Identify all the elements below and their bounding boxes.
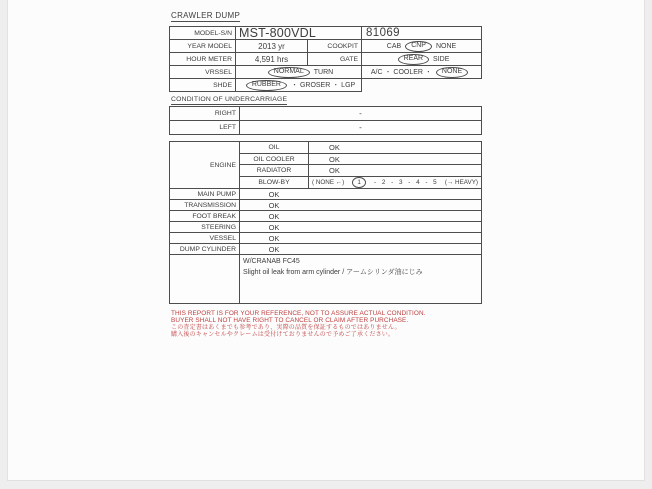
- vessel-options: [235, 66, 361, 78]
- steering-label: STEERING: [201, 223, 236, 231]
- disclaimer-line-jp-1: この査定書はあくまでも参考であり、実際の品質を保証するものではありません。: [171, 324, 401, 331]
- year-model-value: 2013 yr: [235, 40, 307, 52]
- shoe-label: SHDE: [213, 81, 232, 89]
- report-title: CRAWLER DUMP: [171, 11, 241, 20]
- left-label: LEFT: [219, 124, 236, 131]
- right-label: RIGHT: [214, 110, 236, 117]
- selected-oval-mark: [398, 54, 429, 65]
- blowby-steps: - 2 - 3 - 4 - 5: [374, 179, 437, 187]
- shoe-option-selected: RUBBER: [251, 81, 281, 88]
- table-row: [169, 199, 482, 211]
- spec-table: [169, 26, 482, 92]
- ok-value: OK: [268, 189, 280, 199]
- gate-option-selected: REAR: [403, 55, 424, 62]
- cockpit-label: COOKPIT: [307, 40, 361, 52]
- table-row: [169, 243, 482, 255]
- right-value: -: [239, 107, 481, 120]
- radiator-value: OK: [308, 165, 481, 176]
- ac-cooler-options: [361, 66, 481, 78]
- ac-option-selected: NONE: [441, 68, 463, 75]
- transmission-label: TRANSMISSION: [184, 201, 236, 209]
- blowby-selected: 1: [357, 178, 361, 186]
- gate-label: GATE: [307, 53, 361, 65]
- table-row: [169, 39, 482, 53]
- remark-label-empty: [170, 255, 239, 303]
- engine-label: ENGINE: [209, 161, 236, 169]
- oil-cooler-value: OK: [308, 154, 481, 165]
- table-row: [240, 153, 481, 165]
- blowby-scale: [308, 177, 481, 188]
- oil-label: OIL: [268, 143, 280, 151]
- undercarriage-title: CONDITION OF UNDERCARRIAGE: [171, 96, 288, 103]
- blowby-none-end: ( NONE ←): [312, 179, 345, 187]
- disclaimer-line-en-2: BUYER SHALL NOT HAVE RIGHT TO CANCEL OR CLAIM AFTER PURCHASE.: [171, 316, 409, 324]
- cockpit-option-cab: CAB: [386, 42, 402, 50]
- steering-value: [239, 222, 481, 232]
- dump-cylinder-label: DUMP CYLINDER: [179, 245, 236, 253]
- vessel-condition-label: VESSEL: [209, 234, 236, 242]
- left-value: -: [239, 121, 481, 134]
- undercarriage-table: [169, 106, 482, 135]
- shoe-option-rest: ・ GROSER ・ LGP: [291, 82, 356, 89]
- radiator-label: RADIATOR: [256, 167, 292, 175]
- foot-break-label: FOOT BREAK: [192, 212, 236, 220]
- table-row: [169, 188, 482, 200]
- selected-oval-mark: [405, 41, 432, 52]
- ok-value: OK: [268, 211, 280, 221]
- table-row: [169, 26, 482, 40]
- remark-line-2: Slight oil leak from arm cylinder / アームシリンダ油にじみ: [243, 268, 423, 276]
- main-pump-value: [239, 189, 481, 199]
- gate-option-side: SIDE: [433, 55, 450, 63]
- hour-meter-value: 4,591 hrs: [235, 53, 307, 65]
- blowby-label: BLOW-BY: [258, 179, 290, 187]
- dump-cylinder-value: [239, 244, 481, 254]
- report-document: [7, 0, 645, 481]
- table-row: [169, 78, 362, 92]
- disclaimer-line-en-1: THIS REPORT IS FOR YOUR REFERENCE, NOT TO ASSURE ACTUAL CONDITION.: [171, 310, 426, 317]
- foot-break-value: [239, 211, 481, 221]
- table-row: [169, 120, 482, 135]
- table-row: [240, 142, 481, 153]
- ok-value: OK: [268, 222, 280, 232]
- selected-oval-mark: [436, 67, 468, 78]
- year-model-label: YEAR MODEL: [187, 42, 232, 50]
- table-row: [169, 65, 482, 79]
- ok-value: OK: [268, 233, 280, 243]
- table-row: [169, 221, 482, 233]
- vessel-option-selected: NORMAL: [273, 68, 304, 75]
- vessel-option-turn: TURN: [313, 68, 334, 76]
- table-row: [169, 232, 482, 244]
- shoe-options: [235, 79, 361, 91]
- engine-subrows: [239, 142, 481, 188]
- model-value: MST-800VDL: [235, 27, 361, 39]
- transmission-value: [239, 200, 481, 210]
- remark-row: [169, 254, 482, 304]
- selected-oval-mark: [352, 177, 366, 188]
- hour-meter-label: HOUR METER: [186, 55, 232, 63]
- condition-table: [169, 141, 482, 304]
- disclaimer-block: [171, 311, 426, 339]
- blowby-heavy-end: (→ HEAVY): [444, 179, 478, 187]
- cockpit-options: [361, 40, 481, 52]
- ok-value: OK: [268, 244, 280, 254]
- selected-oval-mark: [246, 80, 287, 91]
- ok-value: OK: [268, 200, 280, 210]
- vessel-label: VRSSEL: [205, 68, 232, 76]
- cockpit-option-selected: CNP: [411, 42, 426, 49]
- table-row: [169, 52, 482, 66]
- vessel-condition-value: [239, 233, 481, 243]
- gate-options: [361, 53, 481, 65]
- table-row: [169, 210, 482, 222]
- remark-line-1: W/CRANAB FC45: [243, 258, 300, 265]
- ac-cooler-prefix: A/C ・ COOLER ・: [370, 69, 432, 76]
- remark-text: [239, 255, 481, 303]
- cockpit-option-none: NONE: [435, 42, 457, 50]
- disclaimer-line-jp-2: 購入後のキャンセルやクレームは受付けておりませんので予めご了承ください。: [171, 331, 395, 338]
- oil-cooler-label: OIL COOLER: [253, 155, 295, 163]
- engine-row-group: [169, 141, 482, 189]
- serial-value: 81069: [361, 27, 481, 39]
- main-pump-label: MAIN PUMP: [197, 190, 236, 198]
- selected-oval-mark: [268, 67, 310, 78]
- model-sn-label: MODEL-S/N: [194, 29, 232, 37]
- table-row: [169, 106, 482, 121]
- table-row: [240, 176, 481, 188]
- oil-value: OK: [308, 142, 481, 153]
- table-row: [240, 164, 481, 176]
